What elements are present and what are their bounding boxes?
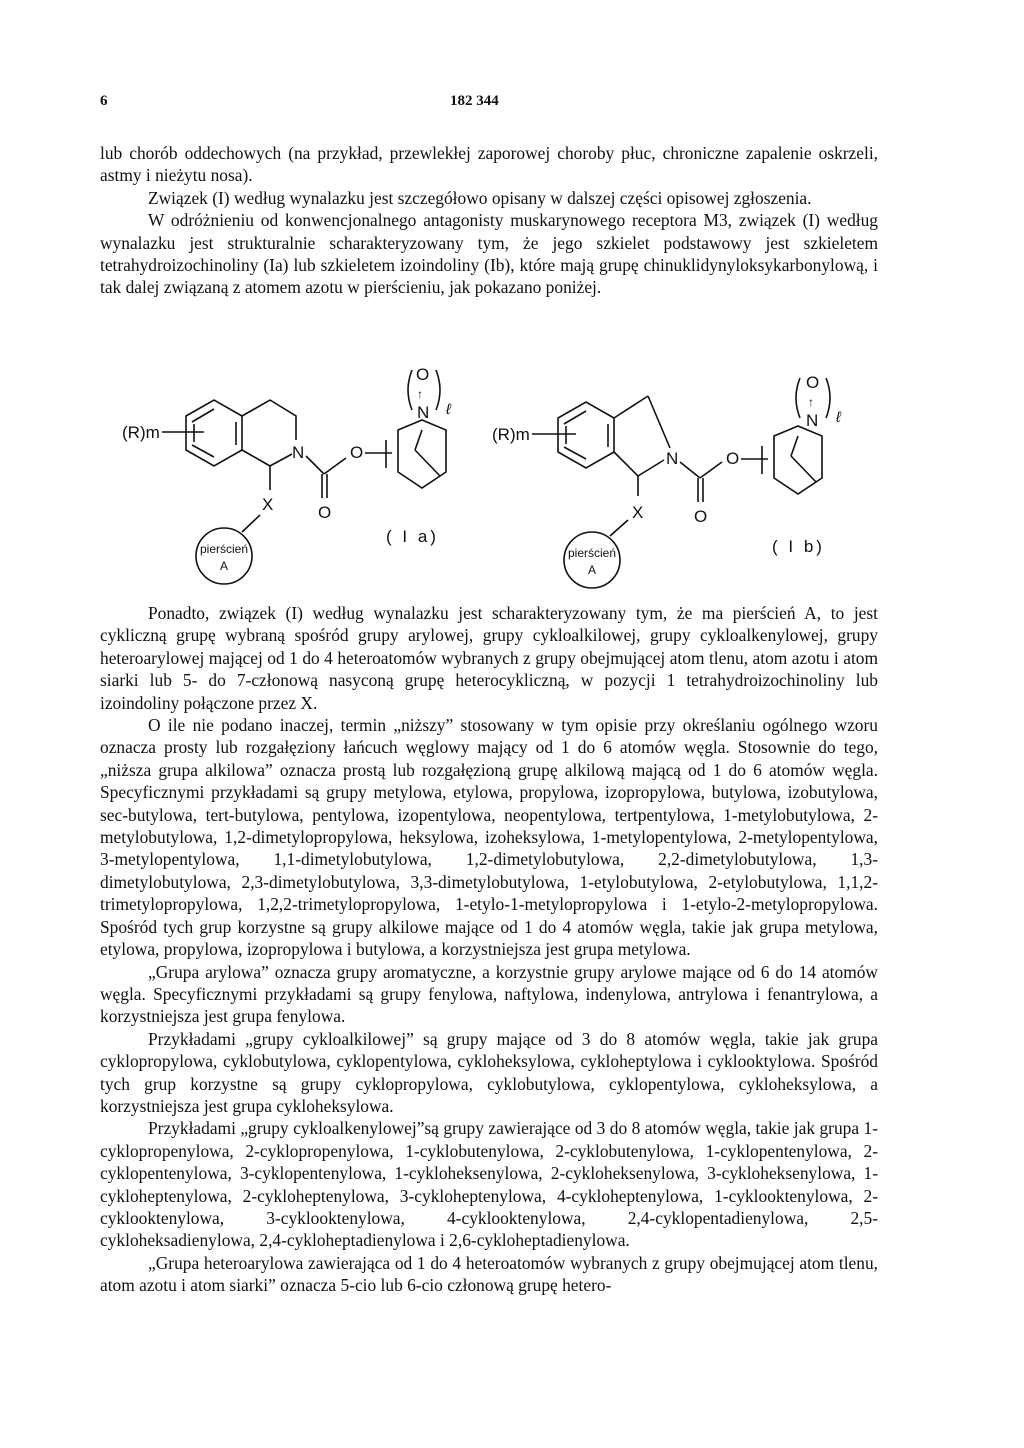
caption-ia: ( I a)	[386, 527, 439, 546]
structure-ib	[492, 373, 842, 588]
paragraph: Przykładami „grupy cykloalkenylowej”są grupy zawierające od 3 do 8 atomów węgla, takie jak grupa 1-cyklopropenylowa, 2-cyklopropenylowa, 1-cyklobutenylowa, 2-cyklobutenylowa, 1-cyklopentenylowa, 2-cyklopentenylowa, 3-cyklopentenylowa, 1-cykloheksenylowa, 2-cykloheksenylowa, 3-cykloheksenylowa, 1-cykloheptenylowa, 2-cykloheptenylowa, 3-cykloheptenylowa, 4-cykloheptenylowa, 1-cyklooktenylowa, 2-cyklooktenylowa, 3-cyklooktenylowa, 4-cyklooktenylowa, 2,4-cyklopentadienylowa, 2,5-cykloheksadienylowa, 2,4-cykloheptadienylowa i 2,6-cykloheptadienylowa.	[100, 1118, 878, 1251]
chemical-structures	[100, 360, 880, 600]
paren-left	[408, 370, 412, 410]
document-number: 182 344	[450, 93, 499, 109]
n-oxide-o: O	[416, 365, 430, 384]
bond	[415, 450, 440, 476]
bond	[791, 456, 816, 482]
n-oxide-o: O	[806, 373, 820, 392]
paren-left	[796, 378, 800, 418]
page-number: 6	[100, 93, 108, 109]
rm-label: (R)m	[492, 425, 530, 444]
ring-a-letter: A	[219, 559, 229, 573]
paragraph: „Grupa heteroarylowa zawierająca od 1 do 4 heteroatomów wybranych z grupy obejmującej atom tlenu, atom azotu i atom siarki” oznacza 5-cio lub 6-cio członową grupę hetero-	[100, 1252, 878, 1296]
ring-bond	[614, 452, 638, 476]
caption-ib: ( I b)	[772, 537, 825, 556]
bond	[242, 515, 260, 532]
n-oxide-arrow: ↑	[417, 387, 423, 401]
bond	[415, 430, 422, 450]
n-atom: N	[666, 449, 679, 468]
structure-ia	[122, 365, 452, 584]
paragraph: W odróżnieniu od konwencjonalnego antagonisty muskarynowego receptora M3, związek (I) według wynalazku jest strukturalnie scharakteryzowany tym, że jego szkielet podstawowy jest szkieletem tetrahydroizochinoliny (Ia) lub szkieletem izoindoliny (Ib), które mają grupę chinuklidynyloksykarbonylową, i tak dalej związaną z atomem azotu w pierścieniu, jak pokazano poniżej.	[100, 210, 878, 298]
paragraph: Związek (I) według wynalazku jest szczegółowo opisany w dalszej części opisowej zgłoszenia.	[148, 187, 812, 208]
ell-subscript: ℓ	[446, 401, 451, 418]
carbonyl-o: O	[318, 503, 332, 522]
ring-a-circle	[564, 532, 620, 588]
text-block-top	[100, 142, 878, 299]
paragraph: Przykładami „grupy cykloalkilowej” są grupy mające od 3 do 8 atomów węgla, takie jak grupa cyklopropylowa, cyklobutylowa, cyklopentylowa, cykloheksylowa, cykloheptylowa i cyklooktylowa. Spośród tych grup korzystne są grupy cyklopropylowa, cyklobutylowa, cyklopentylowa, cykloheksylowa, a korzystniejsza jest grupa cykloheksylowa.	[100, 1028, 878, 1116]
bond	[324, 458, 346, 474]
ring-a-letter: A	[587, 563, 597, 577]
ring-bond	[648, 396, 670, 448]
bond	[680, 462, 700, 478]
piperidine-ring-ia	[242, 400, 296, 440]
ell-subscript: ℓ	[836, 409, 841, 426]
structures-svg	[100, 360, 880, 600]
ester-o: O	[350, 443, 364, 462]
bond	[700, 462, 722, 478]
paragraph: „Grupa arylowa” oznacza grupy aromatyczne, a korzystnie grupy arylowe mające od 6 do 14 atomów węgla. Specyficznymi przykładami są grupy fenylowa, naftylowa, indenylowa, antrylowa i fenantrylowa, a korzystniejsza jest grupa fenylowa.	[100, 961, 878, 1027]
x-linker: X	[632, 503, 644, 522]
ring-bond	[638, 460, 664, 476]
paren-right	[826, 378, 830, 418]
page-header	[100, 93, 880, 115]
ring-bond	[270, 454, 292, 466]
quin-n: N	[417, 403, 430, 422]
bond	[306, 456, 324, 474]
bond	[791, 436, 798, 456]
ring-a-label: pierścień	[199, 542, 249, 556]
x-linker: X	[262, 495, 274, 514]
n-oxide-arrow: ↑	[808, 395, 814, 409]
paren-right	[436, 370, 440, 410]
text-block-bottom	[100, 602, 878, 1297]
bond	[610, 520, 628, 536]
quin-n: N	[806, 411, 819, 430]
ring-a-label: pierścień	[567, 546, 617, 560]
ring-a-circle	[196, 528, 252, 584]
ring-bond	[242, 450, 270, 466]
paragraph: lub chorób oddechowych (na przykład, przewlekłej zaporowej choroby płuc, chroniczne zapalenie oskrzeli, astmy i nieżytu nosa).	[100, 143, 878, 186]
ester-o: O	[726, 449, 740, 468]
n-atom: N	[292, 443, 305, 462]
paragraph: Ponadto, związek (I) według wynalazku jest scharakteryzowany tym, że ma pierścień A, to jest cykliczną grupę wybraną spośród grupy arylowej, grupy cykloalkilowej, grupy cykloalkenylowej, grupy heteroarylowej mającej od 1 do 4 heteroatomów wybranych z grupy obejmującej atom tlenu, atom azotu i atom siarki lub 5- do 7-członową nasyconą grupę heterocykliczną, w pozycji 1 tetrahydroizochinoliny lub izoindoliny połączone przez X.	[100, 603, 878, 713]
rm-label: (R)m	[122, 423, 160, 442]
paragraph: O ile nie podano inaczej, termin „niższy” stosowany w tym opisie przy określaniu ogólnego wzoru oznacza prosty lub rozgałęziony łańcuch węglowy mający od 1 do 6 atomów węgla. Stosownie do tego, „niższa grupa alkilowa” oznacza prostą lub rozgałęzioną grupę alkilową mającą od 1 do 6 atomów węgla. Specyficznymi przykładami są grupy metylowa, etylowa, propylowa, izopropylowa, butylowa, izobutylowa, sec-butylowa, tert-butylowa, pentylowa, izopentylowa, neopentylowa, tertpentylowa, 1-metylobutylowa, 2-metylobutylowa, 1,2-dimetylopropylowa, heksylowa, izoheksylowa, 1-metylopentylowa, 2-metylopentylowa, 3-metylopentylowa, 1,1-dimetylobutylowa, 1,2-dimetylobutylowa, 2,2-dimetylobutylowa, 1,3-dimetylobutylowa, 2,3-dimetylobutylowa, 3,3-dimetylobutylowa, 1-etylobutylowa, 2-etylobutylowa, 1,1,2-trimetylopropylowa, 1,2,2-trimetylopropylowa, 1-etylo-1-metylopropylowa i 1-etylo-2-metylopropylowa. Spośród tych grup korzystne są grupy alkilowe mające od 1 do 4 atomów węgla, takie jak grupa metylowa, etylowa, propylowa, izopropylowa i butylowa, a korzystniejsza jest grupa metylowa.	[100, 715, 878, 960]
carbonyl-o: O	[694, 507, 708, 526]
ring-bond	[614, 396, 648, 418]
